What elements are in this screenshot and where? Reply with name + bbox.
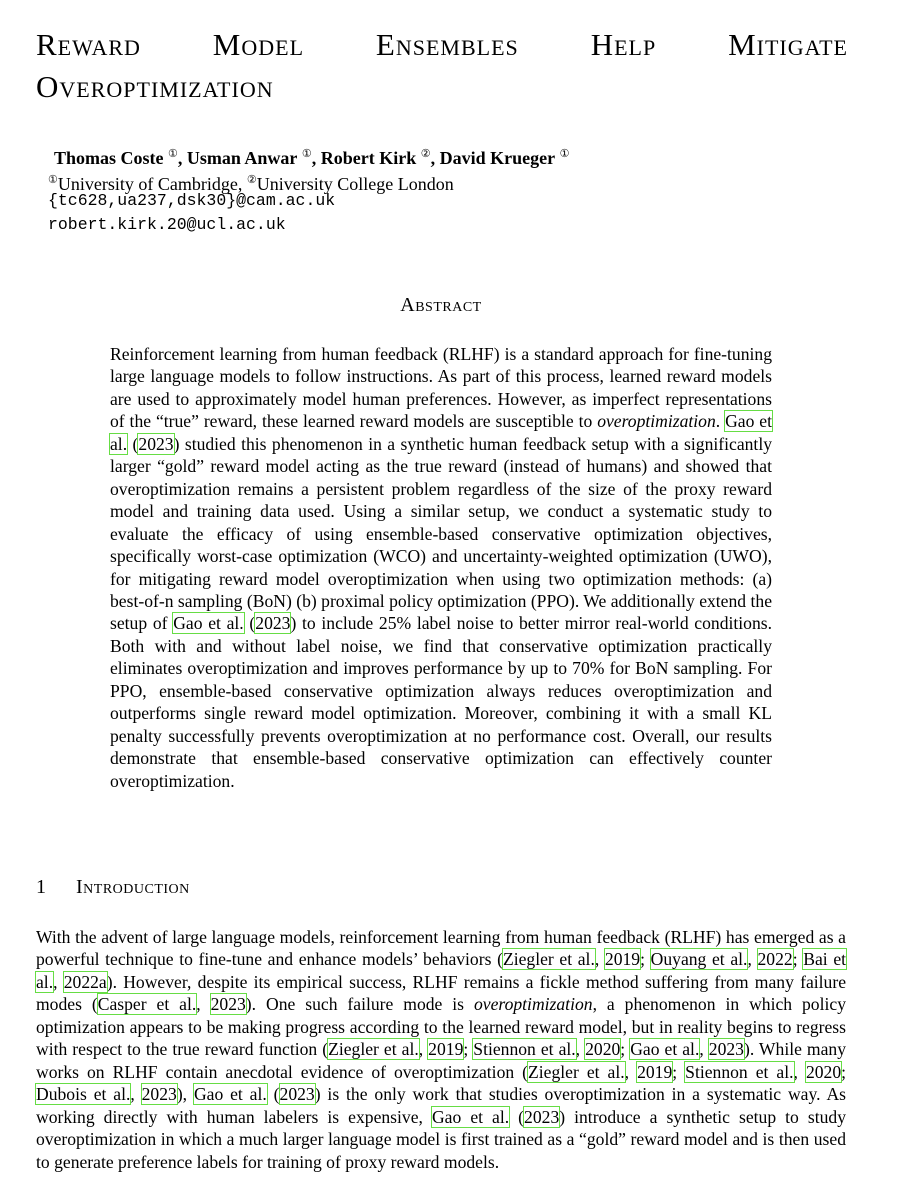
title-word: Mitigate bbox=[728, 27, 848, 62]
intro-segment: ), bbox=[176, 1084, 194, 1105]
citation-link[interactable]: Ziegler et al. bbox=[502, 949, 595, 970]
introduction-text: With the advent of large language models, reinforcement learning from human feedback (RLHF) has emerged as a powerful technique to fine-tune and enhance models’ behaviors (Ziegler et al., 2019; Ouyang et al., 2022; Bai et al., 2022a). However, despite its empirical success, RLHF remains a fickle method suffering from many failure modes (Casper et al., 2023). One such failure mode is overoptimization, a phenomenon in which policy optimization appears to be making progress according to the learned reward model, but in reality begins to regress with respect to the true reward function (Ziegler et al., 2019; Stiennon et al., 2020; Gao et al., 2023). While many works on RLHF contain anecdotal evidence of overoptimization (Ziegler et al., 2019; Stiennon et al., 2020; Dubois et al., 2023), Gao et al. (2023) is the only work that studies overoptimization in a systematic way. As working directly with human labelers is expensive, Gao et al. (2023) introduce a synthetic setup to study overoptimization in which a much larger language model is first trained as a “gold” reward model and is then used to generate preference labels for training of proxy reward models. bbox=[36, 927, 847, 1172]
citation-year-link[interactable]: 2020 bbox=[805, 1061, 842, 1082]
intro-segment: ). One such failure mode is bbox=[245, 994, 474, 1015]
intro-separator: ; bbox=[640, 949, 651, 970]
abstract-emphasis: overoptimization bbox=[597, 411, 716, 432]
intro-segment: ). While many works on RLHF contain anecdotal evidence of overoptimization ( bbox=[36, 1039, 847, 1082]
title-word: Help bbox=[590, 27, 657, 62]
citation-link[interactable]: Ouyang et al. bbox=[650, 949, 748, 970]
citation-link[interactable]: Stiennon et al. bbox=[473, 1039, 576, 1060]
citation-link[interactable]: Stiennon et al. bbox=[685, 1061, 794, 1082]
author-affil-mark: ① bbox=[168, 148, 178, 160]
email-ucl: robert.kirk.20@ucl.ac.uk bbox=[48, 215, 286, 234]
citation-link[interactable]: Casper et al. bbox=[97, 994, 197, 1015]
citation-link[interactable]: Gao et al. bbox=[173, 613, 244, 634]
author-affil-mark: ① bbox=[559, 148, 570, 160]
citation-link[interactable]: Dubois et al. bbox=[36, 1084, 131, 1105]
intro-segment: With the advent of large language models, reinforcement learning from human feedback (RLHF) has emerged as a powerful technique to fine-tune and enhance models’ behaviors ( bbox=[36, 927, 846, 970]
section-number: 1 bbox=[36, 876, 47, 898]
abstract-heading: Abstract bbox=[400, 294, 482, 316]
intro-segment: ). However, despite its empirical success, RLHF remains a fickle method suffering from many failure modes ( bbox=[36, 971, 847, 1015]
title-word: Ensembles bbox=[375, 27, 519, 62]
affil-mark: ① bbox=[48, 174, 58, 186]
title-line-2: Overoptimization bbox=[36, 69, 274, 104]
citation-year-link[interactable]: 2022a bbox=[63, 971, 107, 992]
intro-separator: ; bbox=[463, 1039, 474, 1060]
section-title: Introduction bbox=[76, 876, 190, 898]
citation-link[interactable]: Gao et al. bbox=[110, 411, 773, 454]
section-heading bbox=[36, 876, 190, 899]
citation-year-link[interactable]: 2022 bbox=[757, 949, 793, 970]
abstract-text: Reinforcement learning from human feedback (RLHF) is a standard approach for fine-tuning large language models to follow instructions. As part of this process, learned reward models are used to approximately model human preferences. However, as imperfect representations of the “true” reward, these learned reward models are susceptible to overoptimization. Gao et al. (2023) studied this phenomenon in a synthetic human feedback setup with a significantly larger “gold” reward model acting as the true reward (instead of humans) and showed that overoptimization remains a persistent problem regardless of the size of the proxy reward model and training data used. Using a similar setup, we conduct a systematic study to evaluate the efficacy of using ensemble-based conservative optimization objectives, specifically worst-case optimization (WCO) and uncertainty-weighted optimization (UWO), for mitigating reward model overoptimization when using two optimization methods: (a) best-of-n sampling (BoN) (b) proximal policy optimization (PPO). We additionally extend the setup of Gao et al. (2023) to include 25% label noise to better mirror real-world conditions. Both with and without label noise, we find that conservative optimization practically eliminates overoptimization and improves performance by up to 70% for BoN sampling. For PPO, ensemble-based conservative optimization always reduces overoptimization and outperforms single reward model optimization. Moreover, combining it with a small KL penalty successfully prevents overoptimization at no performance cost. Overall, our results demonstrate that ensemble-based conservative optimization can effectively counter overoptimization. bbox=[110, 344, 773, 791]
citation-year-link[interactable]: 2020 bbox=[585, 1039, 621, 1060]
affil-mark: ② bbox=[246, 174, 257, 186]
paper-title bbox=[36, 24, 848, 108]
intro-separator: ; bbox=[792, 949, 804, 970]
citation-link[interactable]: Gao et al. bbox=[193, 1084, 267, 1105]
intro-separator: ; bbox=[841, 1061, 847, 1082]
author-affil-mark: ② bbox=[420, 148, 431, 160]
citation-year-link[interactable]: 2019 bbox=[637, 1061, 673, 1082]
affil-name: University College London bbox=[256, 174, 454, 194]
title-line-1 bbox=[36, 24, 848, 66]
citation-link[interactable]: Bai et al. bbox=[36, 949, 847, 992]
citation-link[interactable]: Ziegler et al. bbox=[328, 1039, 419, 1060]
author-list: Thomas Coste ①, Usman Anwar ①, Robert Kirk ②, David Krueger ① bbox=[54, 148, 570, 168]
intro-segment: introduce a synthetic setup to study overoptimization in which a much larger language model is first trained as a “gold” reward model and is then used to generate preference labels for training of proxy reward models. bbox=[36, 1106, 847, 1172]
citation-year-link[interactable]: 2023 bbox=[708, 1039, 744, 1060]
intro-segment: is the only work that studies overoptimization in a systematic way. As working directly with human labelers is expensive, bbox=[36, 1084, 846, 1127]
citation-year-link[interactable]: 2023 bbox=[279, 1084, 315, 1105]
citation-year-link[interactable]: 2019 bbox=[428, 1039, 464, 1060]
citation-year-link[interactable]: 2023 bbox=[138, 433, 174, 454]
author-name: David Krueger bbox=[439, 148, 556, 168]
abstract-segment: Reinforcement learning from human feedback (RLHF) is a standard approach for fine-tuning large language models to follow instructions. As part of this process, learned reward models are used to approximately model human preferences. However, as imperfect representations of the “true” reward, these learned reward models are susceptible to bbox=[110, 344, 772, 432]
author-name: Usman Anwar bbox=[186, 148, 298, 168]
citation-link[interactable]: Gao et al. bbox=[630, 1039, 700, 1060]
author-name: Thomas Coste bbox=[54, 148, 164, 168]
author-affil-mark: ① bbox=[301, 148, 312, 160]
intro-emphasis: overoptimization bbox=[473, 994, 593, 1015]
intro-separator: ; bbox=[620, 1039, 631, 1060]
citation-link[interactable]: Ziegler et al. bbox=[528, 1061, 625, 1082]
citation-year-link[interactable]: 2019 bbox=[604, 949, 641, 970]
citation-year-link[interactable]: 2023 bbox=[141, 1084, 177, 1105]
intro-separator: ; bbox=[672, 1061, 686, 1082]
abstract-segment: to include 25% label noise to better mirror real-world conditions. Both with and without label noise, we find that conservative optimization practically eliminates overoptimization and improves performance by up to 70% for BoN sampling. For PPO, ensemble-based conservative optimization always reduces overoptimization and outperforms single reward model optimization. Moreover, combining it with a small KL penalty successfully prevents overoptimization at no performance cost. Overall, our results demonstrate that ensemble-based conservative optimization can effectively counter overoptimization. bbox=[110, 613, 773, 791]
citation-year-link[interactable]: 2023 bbox=[524, 1106, 560, 1127]
citation-year-link[interactable]: 2023 bbox=[210, 994, 246, 1015]
affiliations: ①University of Cambridge, ②University College London bbox=[48, 174, 454, 194]
abstract-segment: studied this phenomenon in a synthetic human feedback setup with a significantly larger “gold” reward model acting as the true reward (instead of humans) and showed that overoptimization remains a persistent problem regardless of the size of the proxy reward model and training data used. Using a similar setup, we conduct a systematic study to evaluate the efficacy of using ensemble-based conservative optimization objectives, specifically worst-case optimization (WCO) and uncertainty-weighted optimization (UWO), for mitigating reward model overoptimization when using two optimization methods: (a) best-of-n sampling (BoN) (b) proximal policy optimization (PPO). We additionally extend the setup of bbox=[110, 433, 773, 634]
title-word: Reward bbox=[36, 27, 141, 62]
abstract-segment: . bbox=[715, 411, 726, 432]
author-name: Robert Kirk bbox=[320, 148, 417, 168]
citation-link[interactable]: Gao et al. bbox=[431, 1106, 510, 1127]
citation-year-link[interactable]: 2023 bbox=[255, 613, 291, 634]
intro-segment: , a phenomenon in which policy optimization appears to be making progress according to the learned reward model, but in reality begins to regress with respect to the true reward function ( bbox=[36, 994, 846, 1060]
email-cambridge: {tc628,ua237,dsk30}@cam.ac.uk bbox=[48, 191, 336, 210]
title-word: Model bbox=[212, 27, 305, 62]
affil-name: University of Cambridge bbox=[57, 174, 238, 194]
